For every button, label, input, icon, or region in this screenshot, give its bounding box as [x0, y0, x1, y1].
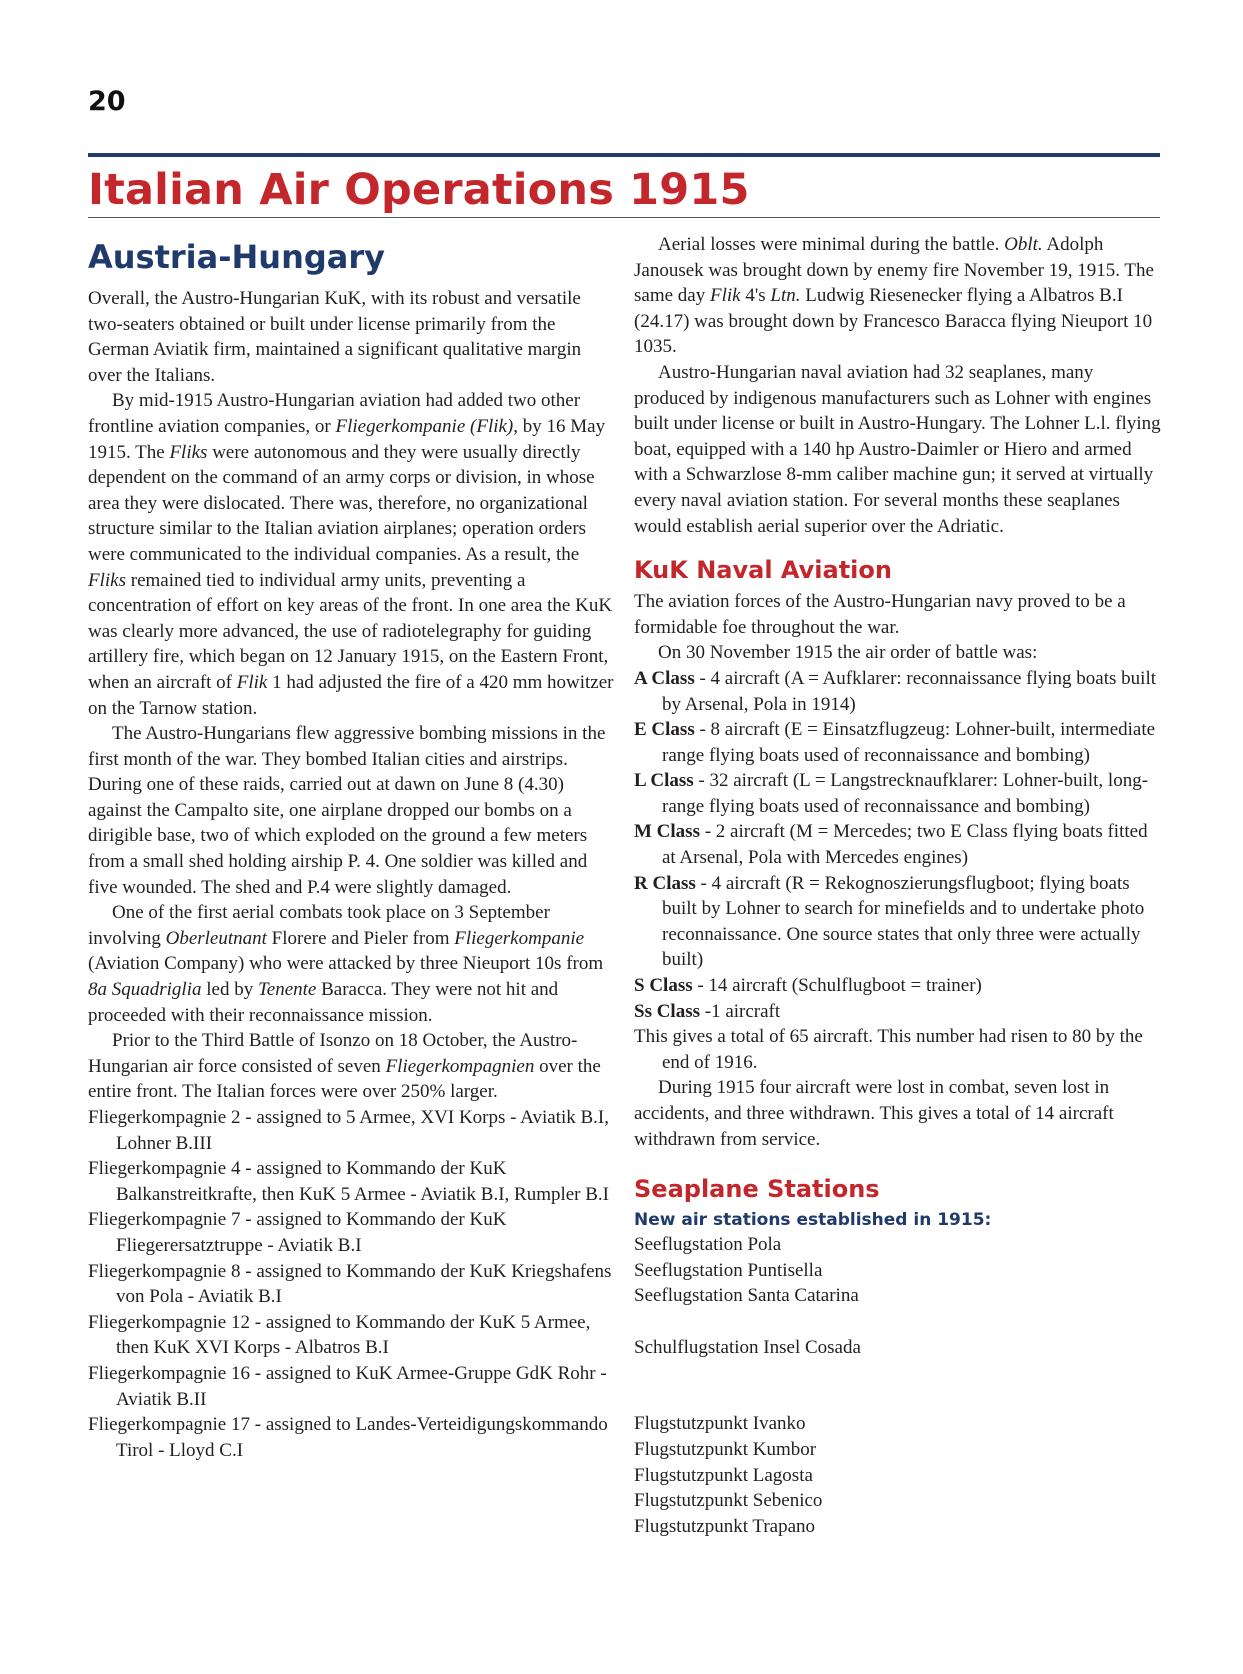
class-item: Ss Class -1 aircraft: [634, 1000, 781, 1022]
paragraph: Prior to the Third Battle of Isonzo on 18 October, the Austro-Hungarian air force consisted of seven Fliegerkompagnien over the entire front. The Italian forces were over 250% larger.: [88, 1030, 601, 1103]
spacer: [634, 1360, 1164, 1386]
total-paragraph: This gives a total of 65 aircraft. This number had risen to 80 by the end of 1916.: [634, 1026, 1143, 1073]
list-item: Fliegerkompagnie 17 - assigned to Landes-Verteidigungskommando Tirol - Lloyd C.I: [88, 1414, 608, 1461]
section-heading: Austria-Hungary: [88, 238, 385, 276]
left-column: [88, 232, 618, 1463]
naval-aviation-heading: KuK Naval Aviation: [634, 556, 892, 585]
station-item: Schulflugstation Insel Cosada: [634, 1336, 861, 1358]
list-item: Fliegerkompagnie 7 - assigned to Kommando der KuK Fliegerersatztruppe - Aviatik B.I: [88, 1209, 507, 1256]
station-item: Flugstutzpunkt Ivanko: [634, 1413, 806, 1435]
station-item: Seeflugstation Santa Catarina: [634, 1285, 859, 1307]
spacer: [634, 1309, 1164, 1335]
class-item: S Class - 14 aircraft (Schulflugboot = trainer): [634, 975, 982, 997]
class-item: M Class - 2 aircraft (M = Mercedes; two E Class flying boats fitted at Arsenal, Pola with Mercedes engines): [634, 821, 1148, 869]
paragraph: Aerial losses were minimal during the battle. Oblt. Adolph Janousek was brought down by enemy fire November 19, 1915. The same day Flik 4's Ltn. Ludwig Riesenecker flying a Albatros B.I (24.17) was brought down by Francesco Baracca flying Nieuport 10 1035.: [634, 234, 1154, 358]
paragraph: The aviation forces of the Austro-Hungarian navy proved to be a formidable foe throughout the war.: [634, 591, 1126, 638]
station-item: Flugstutzpunkt Lagosta: [634, 1464, 813, 1486]
list-item: Fliegerkompagnie 16 - assigned to KuK Armee-Gruppe GdK Rohr - Aviatik B.II: [88, 1362, 607, 1410]
paragraph: Overall, the Austro-Hungarian KuK, with its robust and versatile two-seaters obtained or built under license primarily from the German Aviatik firm, maintained a significant qualitative margin over the Italians.: [88, 288, 582, 386]
station-item: Seeflugstation Puntisella: [634, 1259, 823, 1281]
station-item: Flugstutzpunkt Trapano: [634, 1515, 816, 1537]
class-item: E Class - 8 aircraft (E = Einsatzflugzeug: Lohner-built, intermediate range flying boats used of reconnaissance and bombing): [634, 719, 1156, 766]
seaplane-stations-heading: Seaplane Stations: [634, 1175, 880, 1204]
station-item: Flugstutzpunkt Kumbor: [634, 1438, 817, 1460]
list-item: Fliegerkompagnie 12 - assigned to Kommando der KuK 5 Armee, then KuK XVI Korps - Albatros B.I: [88, 1311, 591, 1359]
title-underline: [88, 217, 1160, 218]
class-item: L Class - 32 aircraft (L = Langstrecknaufklarer: Lohner-built, long-range flying boats used of reconnaissance and bombing): [634, 770, 1149, 817]
class-item: A Class - 4 aircraft (A = Aufklarer: reconnaissance flying boats built by Arsenal, Pola in 1914): [634, 667, 1156, 715]
paragraph: One of the first aerial combats took place on 3 September involving Oberleutnant Florere and Pieler from Fliegerkompanie (Aviation Company) who were attacked by three Nieuport 10s from 8a Squadriglia led by Tenente Baracca. They were not hit and proceeded with their reconnaissance mission.: [88, 902, 604, 1026]
station-item: Seeflugstation Pola: [634, 1234, 782, 1256]
station-item: Flugstutzpunkt Sebenico: [634, 1490, 823, 1512]
list-item: Fliegerkompagnie 8 - assigned to Kommando der KuK Kriegshafens von Pola - Aviatik B.I: [88, 1260, 612, 1308]
page-number: 20: [88, 86, 126, 117]
paragraph: On 30 November 1915 the air order of battle was:: [658, 642, 1038, 664]
class-item: R Class - 4 aircraft (R = Rekognoszierungsflugboot; flying boats built by Lohner to search for minefields and to undertake photo reconnaissance. One source states that only three were actually built): [634, 872, 1145, 971]
right-column: [634, 232, 1164, 1539]
paragraph: During 1915 four aircraft were lost in combat, seven lost in accidents, and three withdrawn. This gives a total of 14 aircraft withdrawn from service.: [634, 1077, 1114, 1150]
header-rule: [88, 153, 1160, 157]
paragraph: Austro-Hungarian naval aviation had 32 seaplanes, many produced by indigenous manufacturers such as Lohner with engines built under license or built in Austro-Hungary. The Lohner L.l. flying boat, equipped with a 140 hp Austro-Daimler or Hiero and armed with a Schwarzlose 8-mm caliber machine gun; it served at virtually every naval aviation station. For several months these seaplanes would establish aerial superior over the Adriatic.: [634, 361, 1161, 537]
paragraph: By mid-1915 Austro-Hungarian aviation had added two other frontline aviation companies, or Fliegerkompanie (Flik), by 16 May 1915. The Fliks were autonomous and they were usually directly dependent on the command of an army corps or division, in whose area they were dislocated. There was, therefore, no organizational structure similar to the Italian aviation airplanes; operation orders were communicated to the individual companies. As a result, the Fliks remained tied to individual army units, preventing a concentration of effort on key areas of the front. In one area the KuK was clearly more advanced, the use of radiotelegraphy for guiding artillery fire, which began on 12 January 1915, on the Eastern Front, when an aircraft of Flik 1 had adjusted the fire of a 420 mm howitzer on the Tarnow station.: [88, 390, 614, 719]
chapter-title: Italian Air Operations 1915: [88, 165, 750, 215]
list-item: Fliegerkompagnie 4 - assigned to Kommando der KuK Balkanstreitkrafte, then KuK 5 Armee - Aviatik B.I, Rumpler B.I: [88, 1158, 610, 1205]
new-stations-heading: New air stations established in 1915:: [634, 1210, 992, 1231]
paragraph: The Austro-Hungarians flew aggressive bombing missions in the first month of the war. They bombed Italian cities and airstrips. During one of these raids, carried out at dawn on June 8 (4.30) against the Campalto site, one airplane dropped our bombs on a dirigible base, two of which exploded on the ground a few meters from a small shed holding airship P. 4. One soldier was killed and five wounded. The shed and P.4 were slightly damaged.: [88, 723, 606, 898]
spacer: [634, 1386, 1164, 1412]
list-item: Fliegerkompagnie 2 - assigned to 5 Armee, XVI Korps - Aviatik B.I, Lohner B.III: [88, 1107, 609, 1154]
